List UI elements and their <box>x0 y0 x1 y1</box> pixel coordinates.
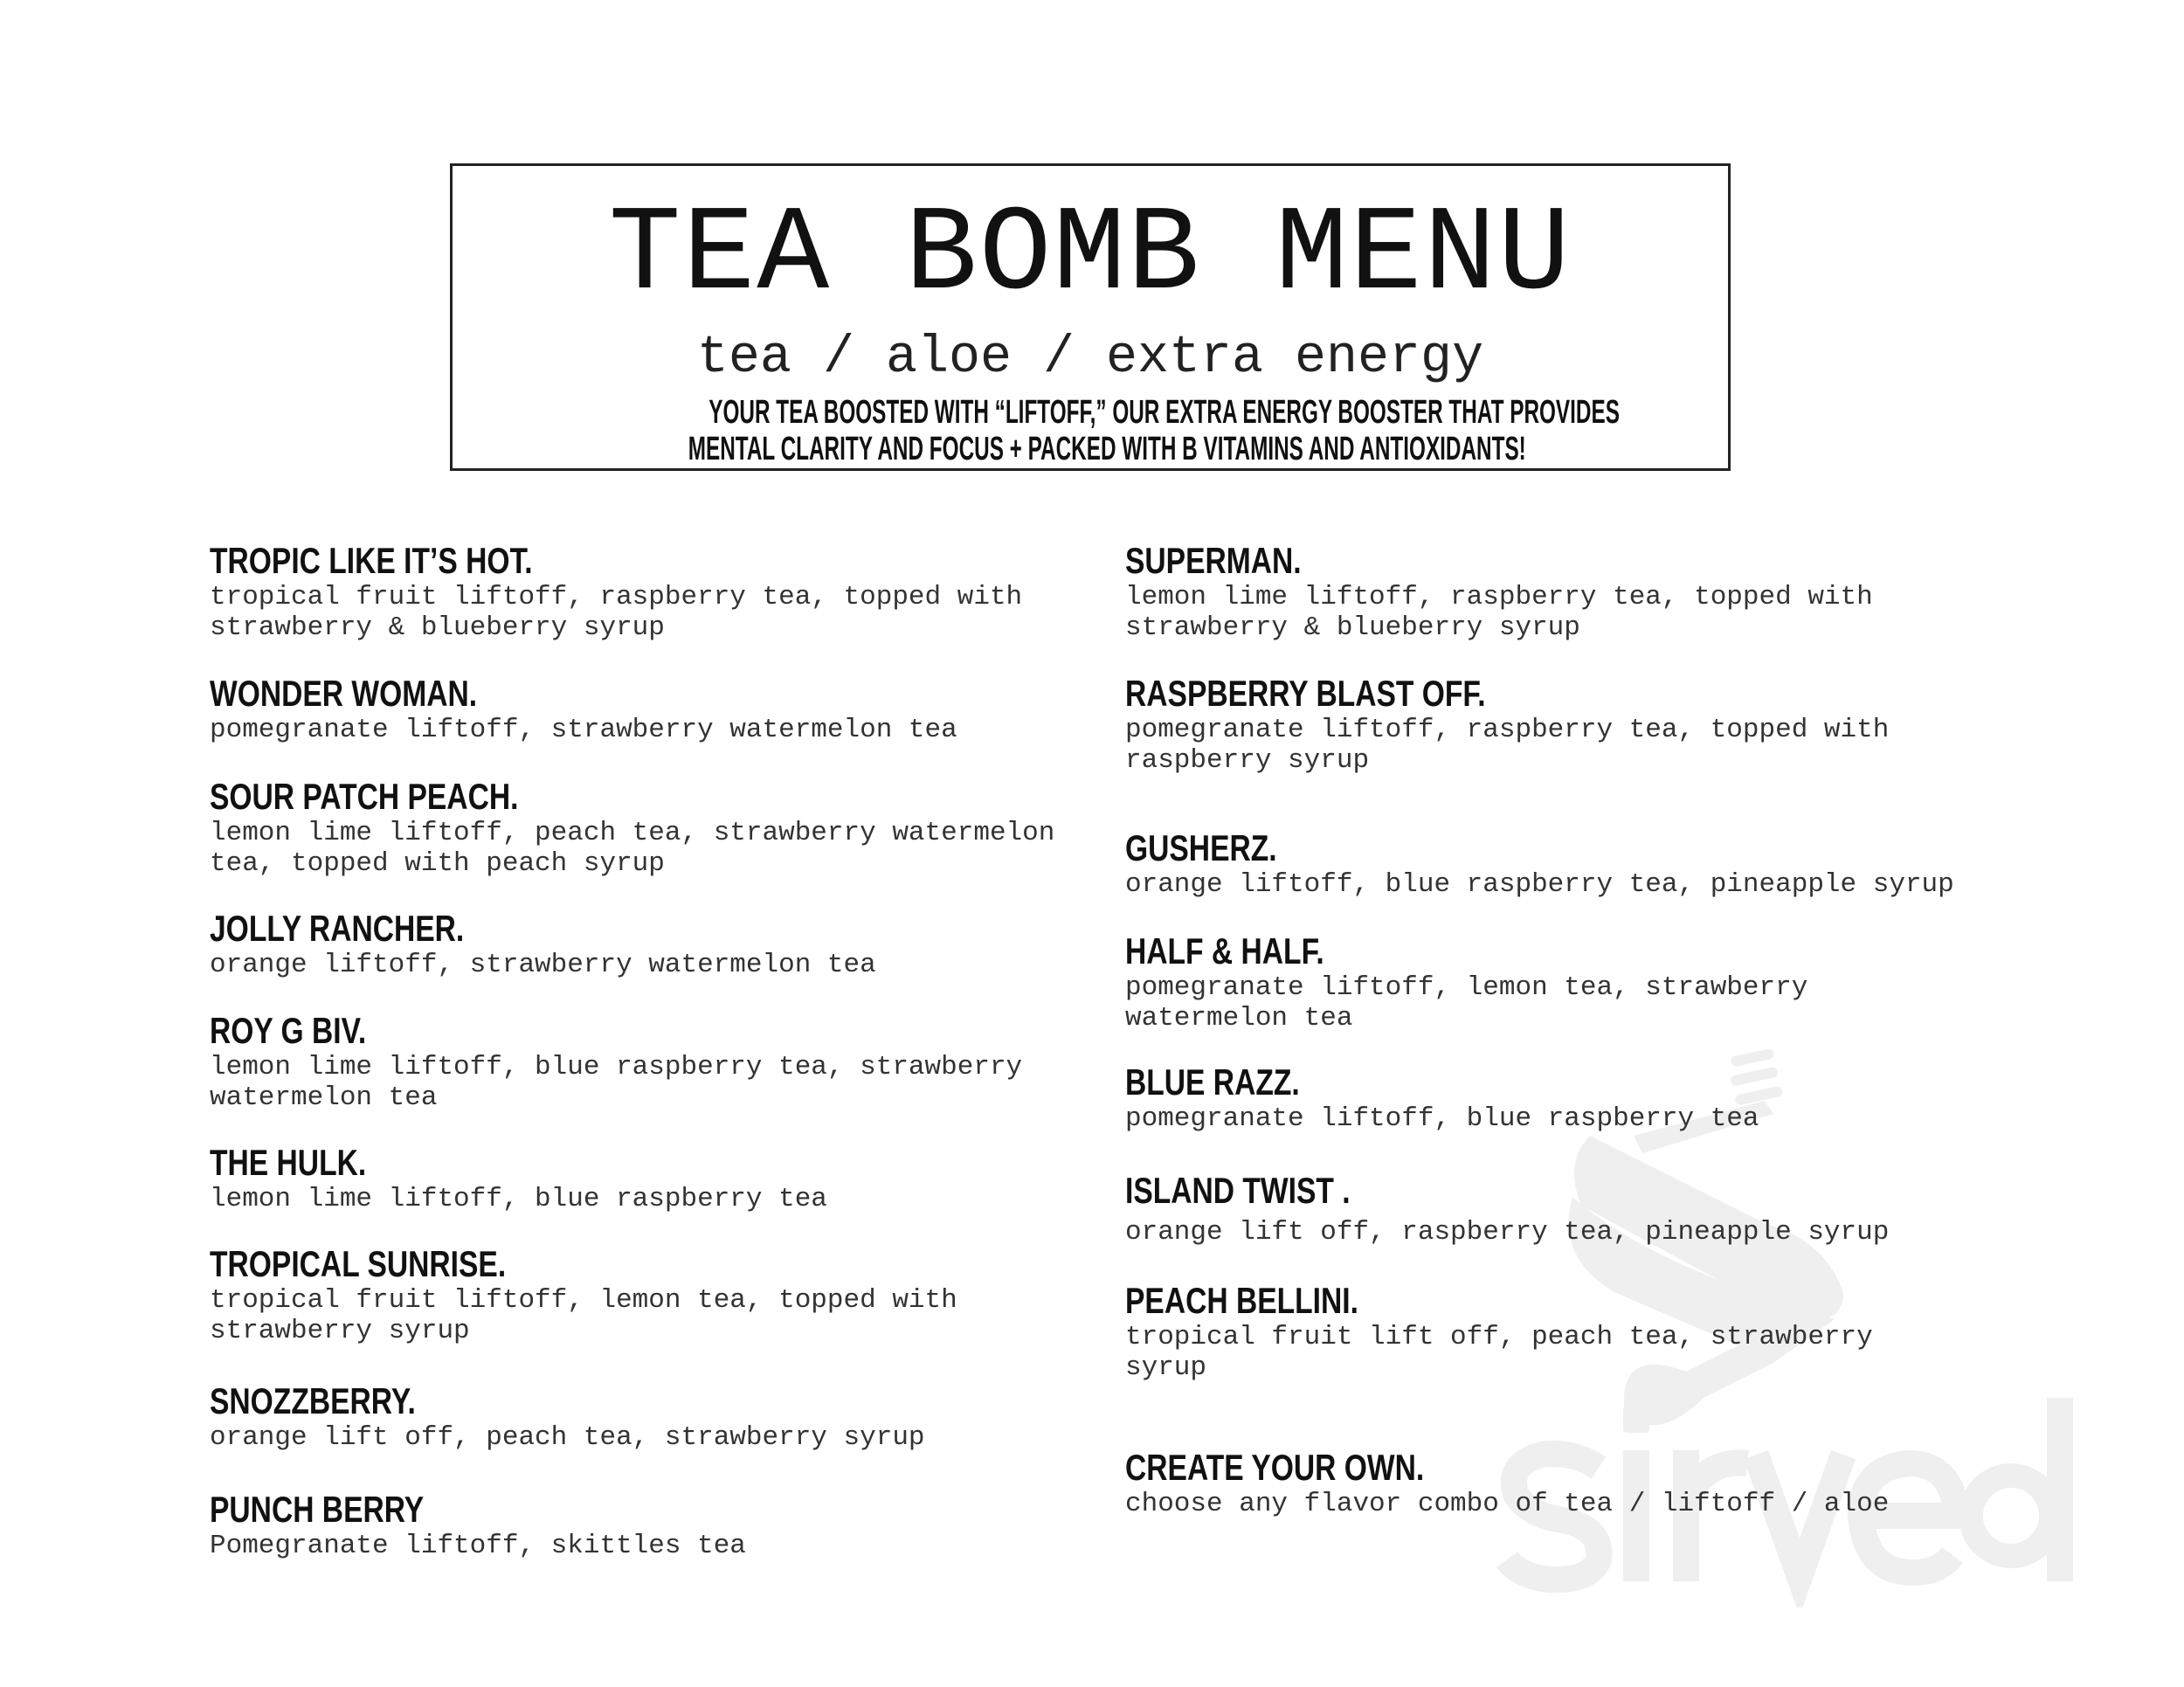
menu-title: TEA BOMB MENU <box>608 188 1572 324</box>
item-name: JOLLY RANCHER. <box>210 908 465 949</box>
menu-item <box>1125 1061 1759 1134</box>
item-name: SOUR PATCH PEACH. <box>210 776 519 817</box>
item-description: tropical fruit lift off, peach tea, strawberry syrup <box>1125 1322 1873 1383</box>
menu-subtitle: tea / aloe / extra energy <box>696 328 1484 388</box>
menu-item <box>210 908 876 980</box>
item-description: pomegranate liftoff, lemon tea, strawberry watermelon tea <box>1125 972 1808 1034</box>
item-description: orange lift off, peach tea, strawberry syrup <box>210 1422 925 1453</box>
item-name: ROY G BIV. <box>210 1010 367 1051</box>
menu-item <box>210 1243 957 1346</box>
menu-item <box>1125 930 1807 1034</box>
item-description: choose any flavor combo of tea / liftoff / aloe <box>1125 1489 1890 1519</box>
item-description: lemon lime liftoff, blue raspberry tea <box>210 1184 827 1214</box>
item-description: Pomegranate liftoff, skittles tea <box>210 1531 746 1561</box>
item-description: orange liftoff, strawberry watermelon tea <box>210 950 876 980</box>
menu-item <box>210 1010 1022 1113</box>
item-name: GUSHERZ. <box>1125 827 1277 868</box>
item-description: orange liftoff, blue raspberry tea, pineapple syrup <box>1125 869 1954 900</box>
item-name: TROPICAL SUNRISE. <box>210 1243 507 1284</box>
item-description: tropical fruit liftoff, raspberry tea, topped with strawberry & blueberry syrup <box>210 582 1023 643</box>
menu-item <box>210 1380 925 1453</box>
item-description: lemon lime liftoff, peach tea, strawberry watermelon tea, topped with peach syrup <box>210 818 1055 879</box>
item-name: ISLAND TWIST . <box>1125 1170 1351 1211</box>
menu-item <box>1125 1170 1889 1248</box>
item-description: pomegranate liftoff, raspberry tea, topped with raspberry syrup <box>1125 715 1890 776</box>
menu-item <box>210 776 1054 879</box>
item-description: lemon lime liftoff, blue raspberry tea, strawberry watermelon tea <box>210 1052 1023 1113</box>
item-name: BLUE RAZZ. <box>1125 1061 1300 1103</box>
item-description: orange lift off, raspberry tea, pineapple syrup <box>1125 1217 1890 1248</box>
item-description: tropical fruit liftoff, lemon tea, topped with strawberry syrup <box>210 1285 957 1346</box>
item-name: PEACH BELLINI. <box>1125 1280 1358 1321</box>
item-name: TROPIC LIKE IT’S HOT. <box>210 540 533 581</box>
menu-item <box>210 1142 827 1214</box>
item-name: RASPBERRY BLAST OFF. <box>1125 673 1486 714</box>
item-name: HALF & HALF. <box>1125 930 1324 971</box>
menu-item <box>1125 673 1889 776</box>
menu-item <box>1125 540 1873 643</box>
item-name: WONDER WOMAN. <box>210 673 478 714</box>
menu-header-box <box>450 163 1731 471</box>
menu-item <box>210 673 957 745</box>
tagline-line-1: YOUR TEA BOOSTED WITH “LIFTOFF,” OUR EXTRA ENERGY BOOSTER THAT PROVIDES <box>708 394 1620 431</box>
item-name: SUPERMAN. <box>1125 540 1302 581</box>
item-description: pomegranate liftoff, blue raspberry tea <box>1125 1103 1759 1134</box>
menu-item <box>210 540 1022 643</box>
item-name: CREATE YOUR OWN. <box>1125 1447 1425 1488</box>
item-name: THE HULK. <box>210 1142 367 1183</box>
item-description: pomegranate liftoff, strawberry watermelon tea <box>210 715 957 745</box>
menu-item <box>1125 827 1954 900</box>
item-name: SNOZZBERRY. <box>210 1380 416 1421</box>
tagline-line-2: MENTAL CLARITY AND FOCUS + PACKED WITH B VITAMINS AND ANTIOXIDANTS! <box>688 431 1526 467</box>
item-description: lemon lime liftoff, raspberry tea, topped with strawberry & blueberry syrup <box>1125 582 1873 643</box>
item-name: PUNCH BERRY <box>210 1489 425 1530</box>
menu-item <box>1125 1280 1873 1383</box>
menu-item <box>210 1489 746 1561</box>
menu-item <box>1125 1447 1889 1519</box>
